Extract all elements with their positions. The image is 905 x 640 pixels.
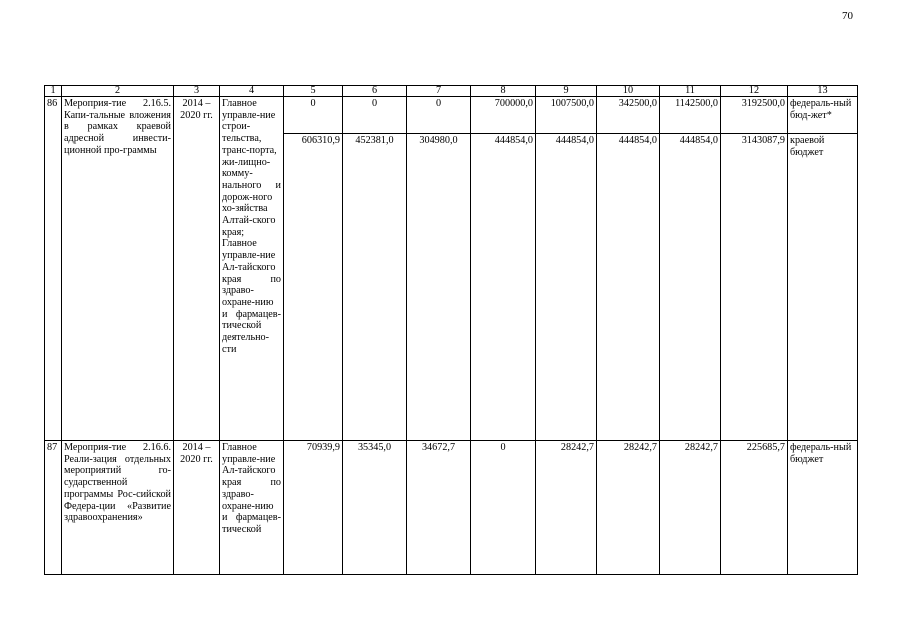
value-cell: 444854,0 [660, 134, 721, 441]
value-cell: 444854,0 [471, 134, 536, 441]
executor: Главное управле-ние Ал-тайского края по здраво-охране-нию и фармацев-тической [220, 441, 284, 575]
header-cell: 2 [62, 86, 174, 97]
value-cell: 28242,7 [536, 441, 597, 575]
value-cell: 606310,9 [284, 134, 343, 441]
header-cell: 9 [536, 86, 597, 97]
header-cell: 6 [343, 86, 407, 97]
header-cell: 1 [45, 86, 62, 97]
value-cell: 3192500,0 [721, 97, 788, 134]
value-cell: 28242,7 [597, 441, 660, 575]
value-cell: 0 [471, 441, 536, 575]
header-cell: 5 [284, 86, 343, 97]
header-cell: 3 [174, 86, 220, 97]
value-cell: 444854,0 [536, 134, 597, 441]
header-row [45, 86, 858, 97]
period: 2014 – 2020 гг. [174, 97, 220, 441]
value-cell: 0 [407, 97, 471, 134]
value-cell: 225685,7 [721, 441, 788, 575]
activity-name: Мероприя-тие 2.16.6. Реали-зация отдельных мероприятий го-сударственной программы Рос-сийской Федера-ции «Развитие здравоохранения» [62, 441, 174, 575]
value-cell: 34672,7 [407, 441, 471, 575]
value-cell: 0 [284, 97, 343, 134]
row-number: 86 [45, 97, 62, 441]
value-cell: 28242,7 [660, 441, 721, 575]
value-cell: 304980,0 [407, 134, 471, 441]
header-cell: 13 [788, 86, 858, 97]
table-row [45, 97, 858, 134]
header-cell: 12 [721, 86, 788, 97]
value-cell: 342500,0 [597, 97, 660, 134]
table-row [45, 441, 858, 575]
value-cell: 452381,0 [343, 134, 407, 441]
value-cell: 700000,0 [471, 97, 536, 134]
value-cell: 35345,0 [343, 441, 407, 575]
header-cell: 10 [597, 86, 660, 97]
header-cell: 8 [471, 86, 536, 97]
value-cell: 444854,0 [597, 134, 660, 441]
period: 2014 – 2020 гг. [174, 441, 220, 575]
funding-source: краевой бюджет [788, 134, 858, 441]
row-number: 87 [45, 441, 62, 575]
page-number: 70 [842, 10, 853, 22]
funding-source: федераль-ный бюджет [788, 441, 858, 575]
funding-source: федераль-ный бюд-жет* [788, 97, 858, 134]
header-cell: 7 [407, 86, 471, 97]
activity-name: Мероприя-тие 2.16.5. Капи-тальные вложения в рамках краевой адресной инвести-ционной про-граммы [62, 97, 174, 441]
value-cell: 70939,9 [284, 441, 343, 575]
value-cell: 1007500,0 [536, 97, 597, 134]
header-cell: 4 [220, 86, 284, 97]
value-cell: 1142500,0 [660, 97, 721, 134]
executor: Главное управле-ние строи-тельства, транс-порта, жи-лищно-комму-нального и дорож-ного хо-зяйства Алтай-ского края; Главное управле-ние Ал-тайского края по здраво-охране-нию и фармацев-тической деятельно-сти [220, 97, 284, 441]
value-cell: 0 [343, 97, 407, 134]
value-cell: 3143087,9 [721, 134, 788, 441]
header-cell: 11 [660, 86, 721, 97]
budget-table [44, 85, 858, 575]
